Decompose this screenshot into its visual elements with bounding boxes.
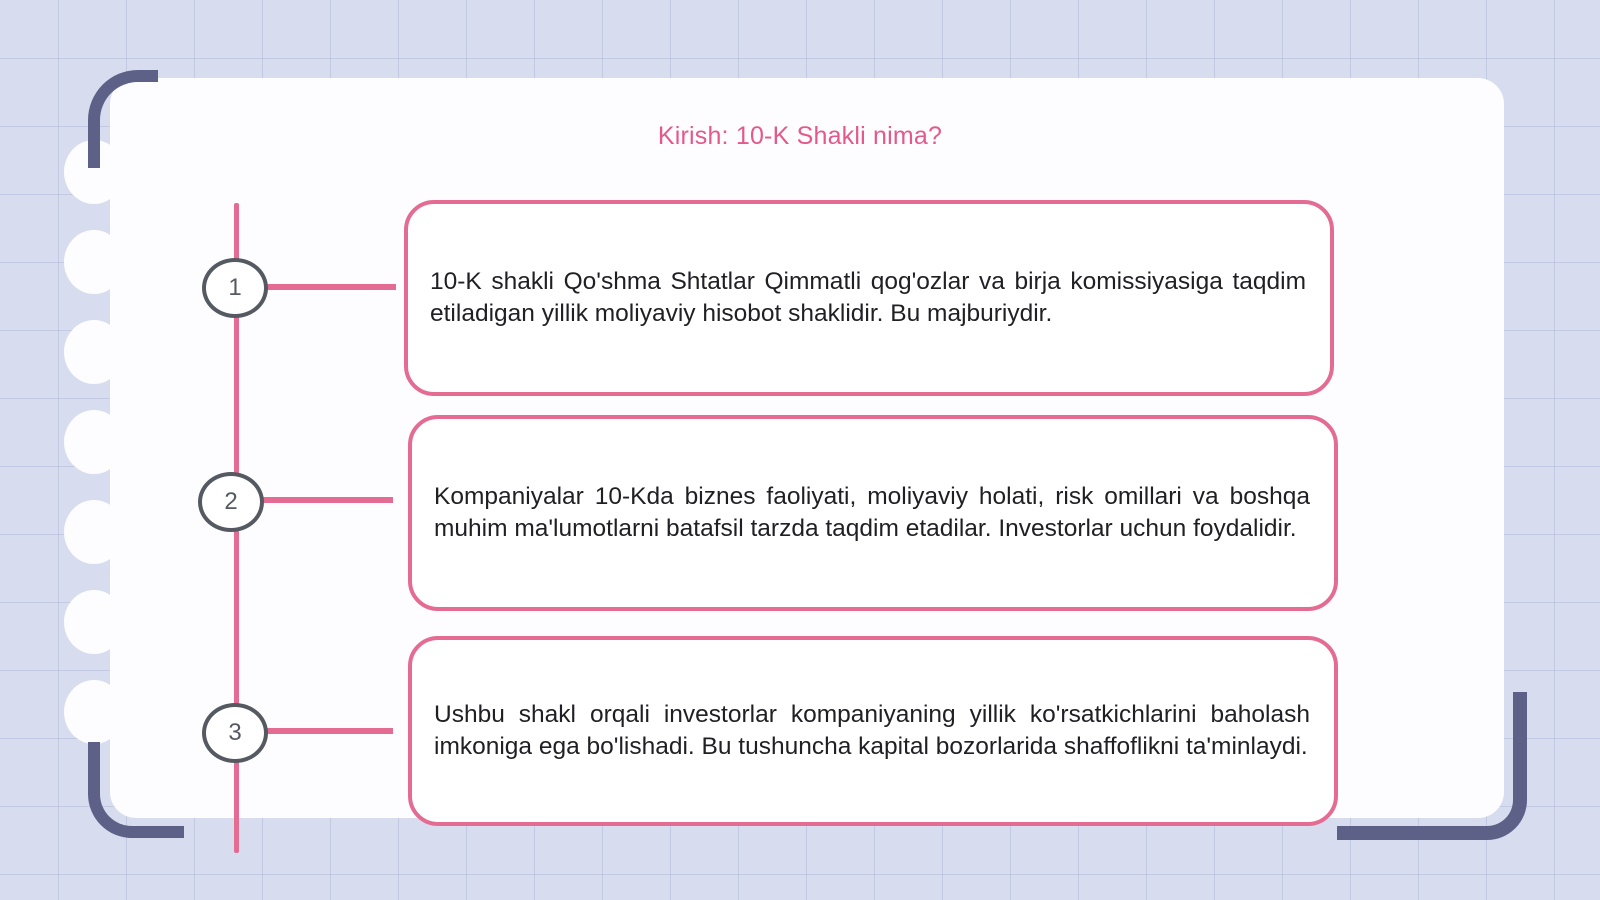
step-text-box: [408, 636, 1338, 826]
card-scallop: [64, 500, 124, 564]
step-text-box: [404, 200, 1334, 396]
step-number-circle: [202, 258, 268, 318]
step-connector: [262, 497, 393, 503]
corner-bracket-bottom-right: [1337, 692, 1527, 840]
card-scallop: [64, 680, 124, 744]
step-connector: [266, 284, 396, 290]
card-scallop: [64, 230, 124, 294]
step-number: 1: [228, 274, 242, 301]
step-text-box: [408, 415, 1338, 611]
step-text: Ushbu shakl orqali investorlar kompaniyaning yillik ko'rsatkichlarini baholash imkoniga ega bo'lishadi. Bu tushuncha kapital bozorlarida shaffoflikni ta'minlaydi.: [434, 701, 1310, 760]
step-number: 2: [224, 488, 238, 515]
step-text: Kompaniyalar 10-Kda biznes faoliyati, moliyaviy holati, risk omillari va boshqa muhim ma'lumotlarni batafsil tarzda taqdim etadilar. Investorlar uchun foydalidir.: [434, 483, 1310, 542]
card-scallop: [64, 590, 124, 654]
step-number-circle: [198, 472, 264, 532]
card-scallop: [64, 320, 124, 384]
step-text: 10-K shakli Qo'shma Shtatlar Qimmatli qog'ozlar va birja komissiyasiga taqdim etiladigan yillik moliyaviy hisobot shaklidir. Bu majburiydir.: [430, 268, 1306, 327]
corner-bracket-bottom-left: [88, 742, 184, 838]
card-scallop: [64, 410, 124, 474]
step-number-circle: [202, 703, 268, 763]
corner-bracket-top-left: [88, 70, 158, 168]
step-connector: [266, 728, 393, 734]
step-number: 3: [228, 719, 242, 746]
slide-title: Kirish: 10-K Shakli nima?: [657, 122, 943, 150]
